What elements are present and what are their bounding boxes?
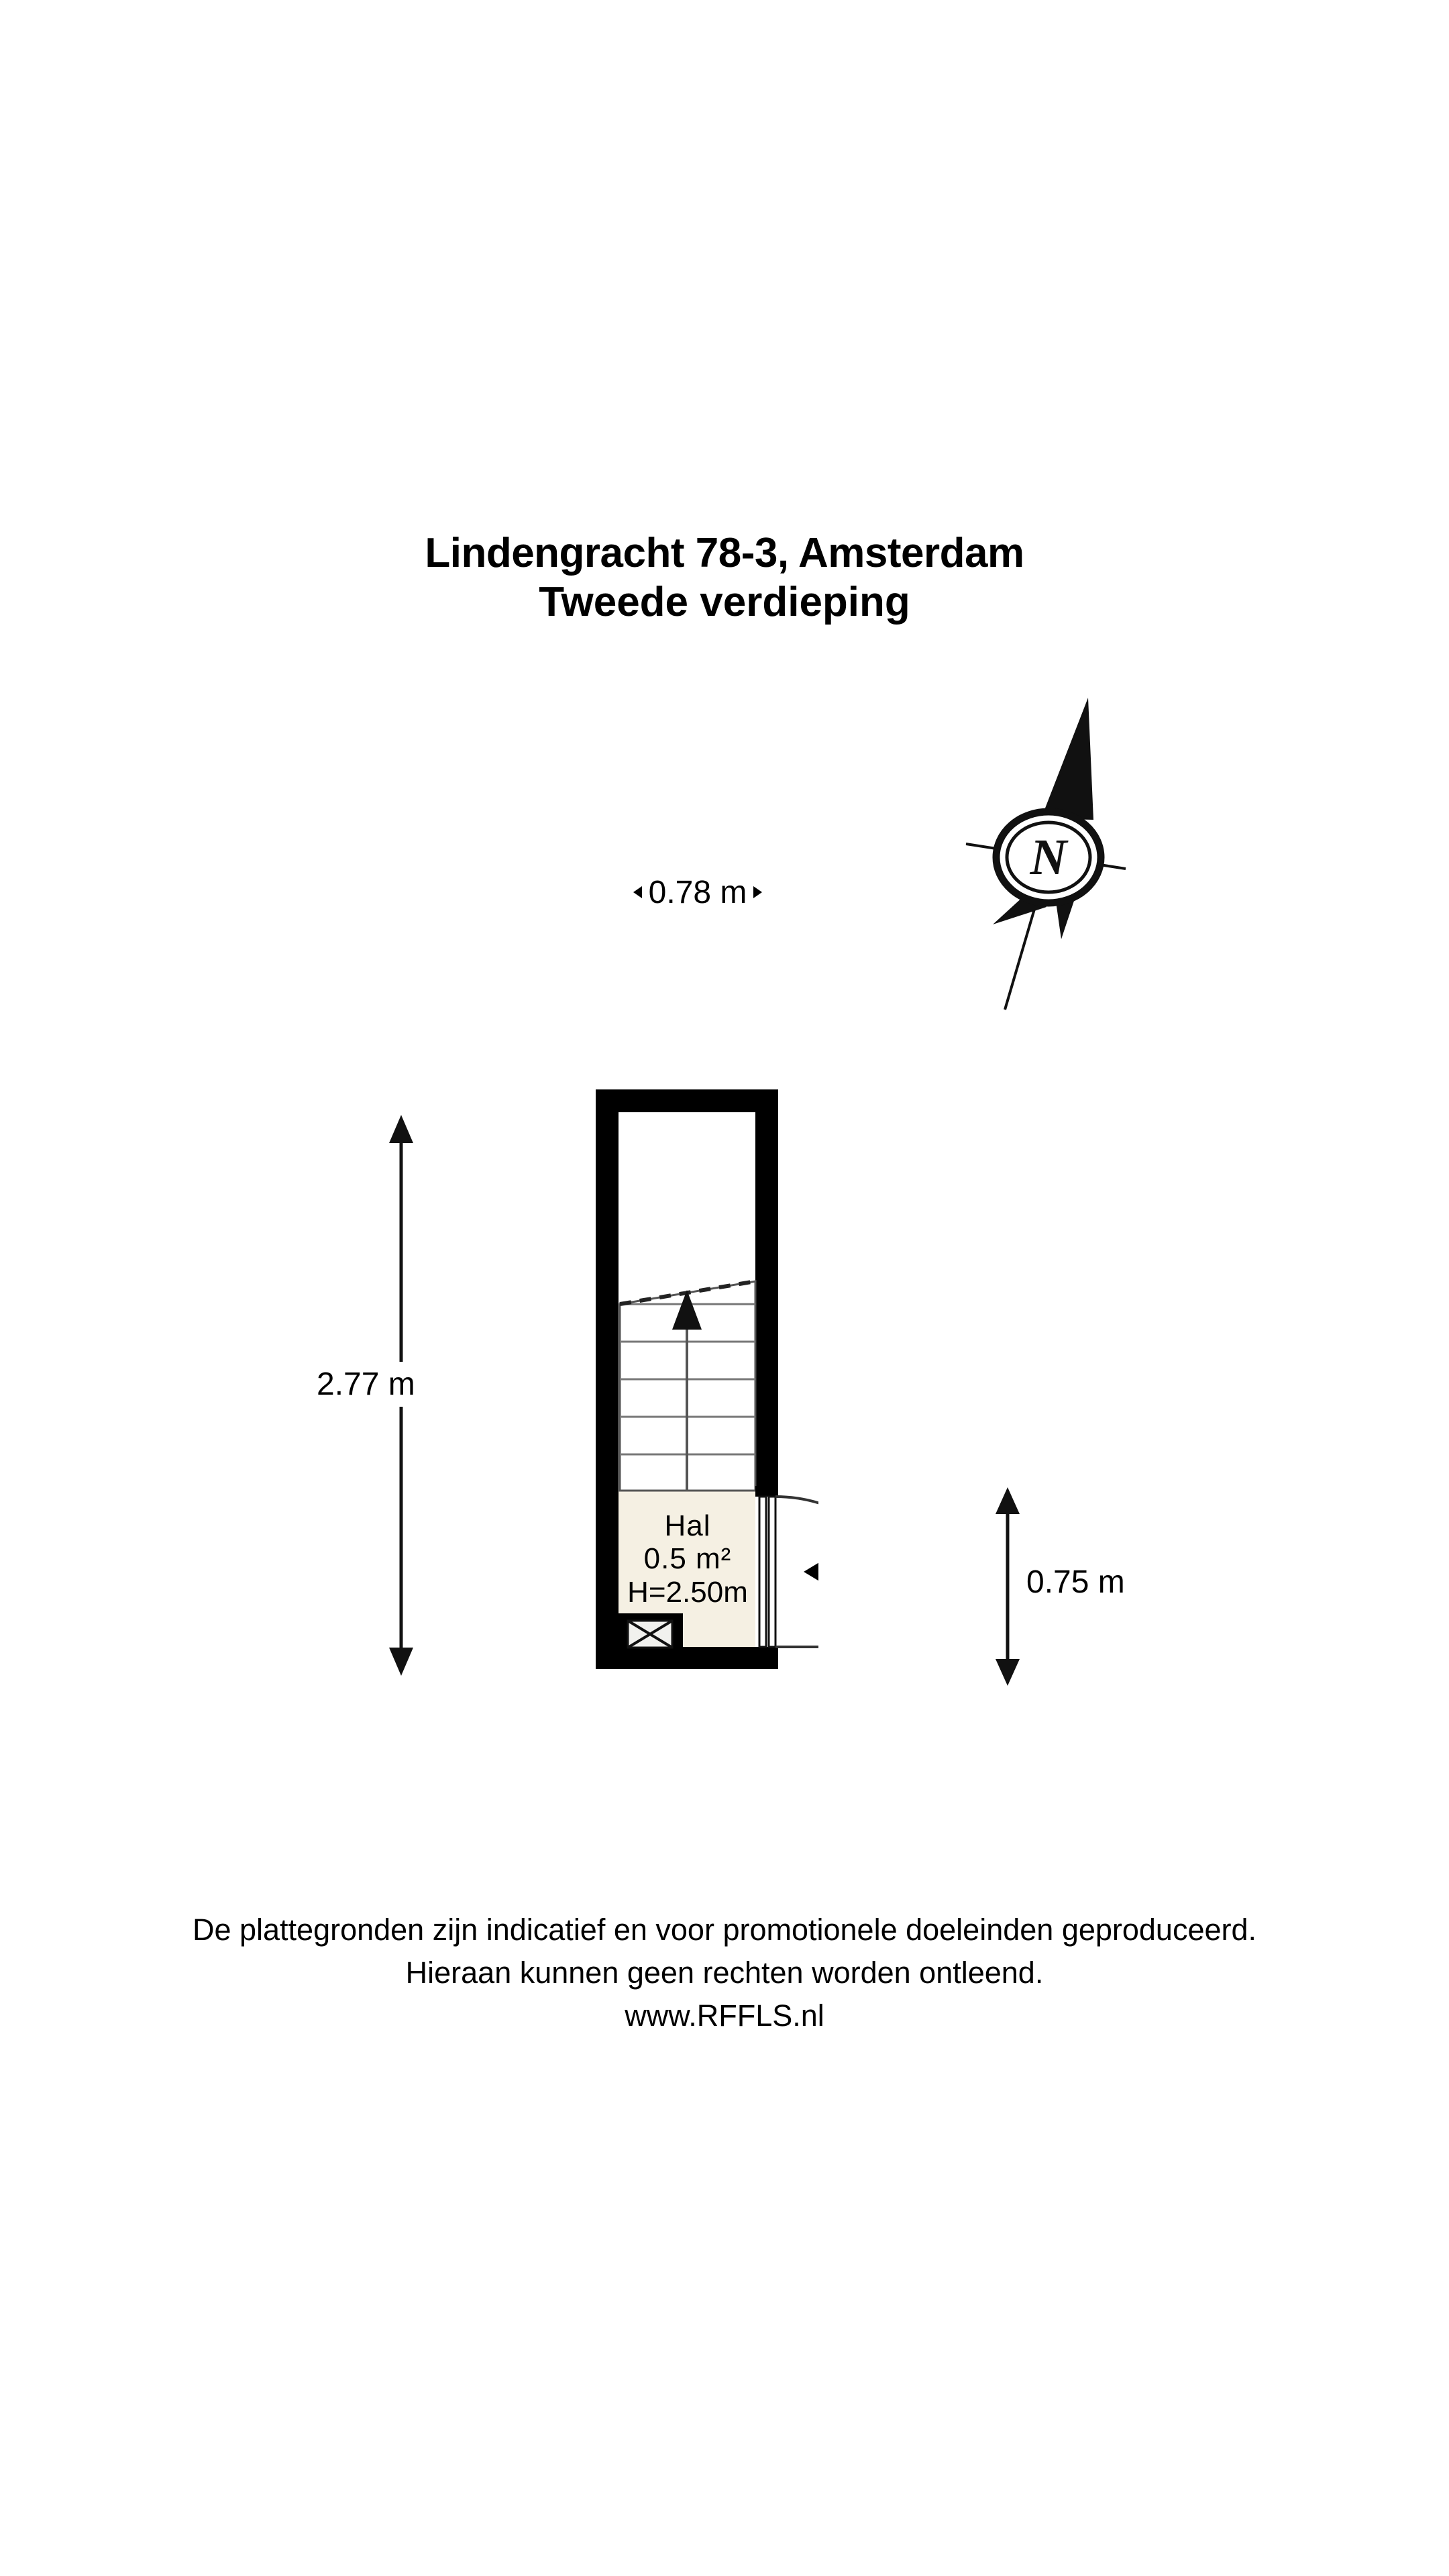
room-area: 0.5 m² [643,1542,732,1576]
page-subtitle: Tweede verdieping [539,579,910,626]
dimension-height-left [317,1114,483,1677]
room-height: H=2.50m [627,1576,748,1609]
dimension-tick-left-icon [633,886,642,898]
staircase [620,1281,755,1491]
door [755,1486,818,1658]
shaft-x-icon [628,1621,672,1648]
page-title: Lindengracht 78-3, Amsterdam [425,530,1024,576]
room-name: Hal [664,1509,711,1542]
title-block [0,530,1449,626]
dimension-tick-right-icon [753,886,762,898]
dimension-height-left-label: 2.77 m [317,1362,471,1407]
dimension-width-label: 0.78 m [648,874,747,910]
disclaimer-line-1: De plattegronden zijn indicatief en voor promotionele doeleinden geproduceerd. [192,1913,1257,1947]
dimension-door-right-label: 0.75 m [1026,1561,1125,1603]
disclaimer-footer [0,1909,1449,2037]
website-url: www.RFFLS.nl [625,1998,824,2033]
svg-text:N: N [1030,829,1067,885]
compass-north-icon [953,671,1167,1087]
disclaimer-line-2: Hieraan kunnen geen rechten worden ontleend. [405,1955,1044,1990]
dimension-door-right [953,1486,1167,1687]
floor-plan [590,1080,818,1690]
door-direction-triangle-icon [804,1540,818,1604]
dimension-width-top [590,855,805,929]
